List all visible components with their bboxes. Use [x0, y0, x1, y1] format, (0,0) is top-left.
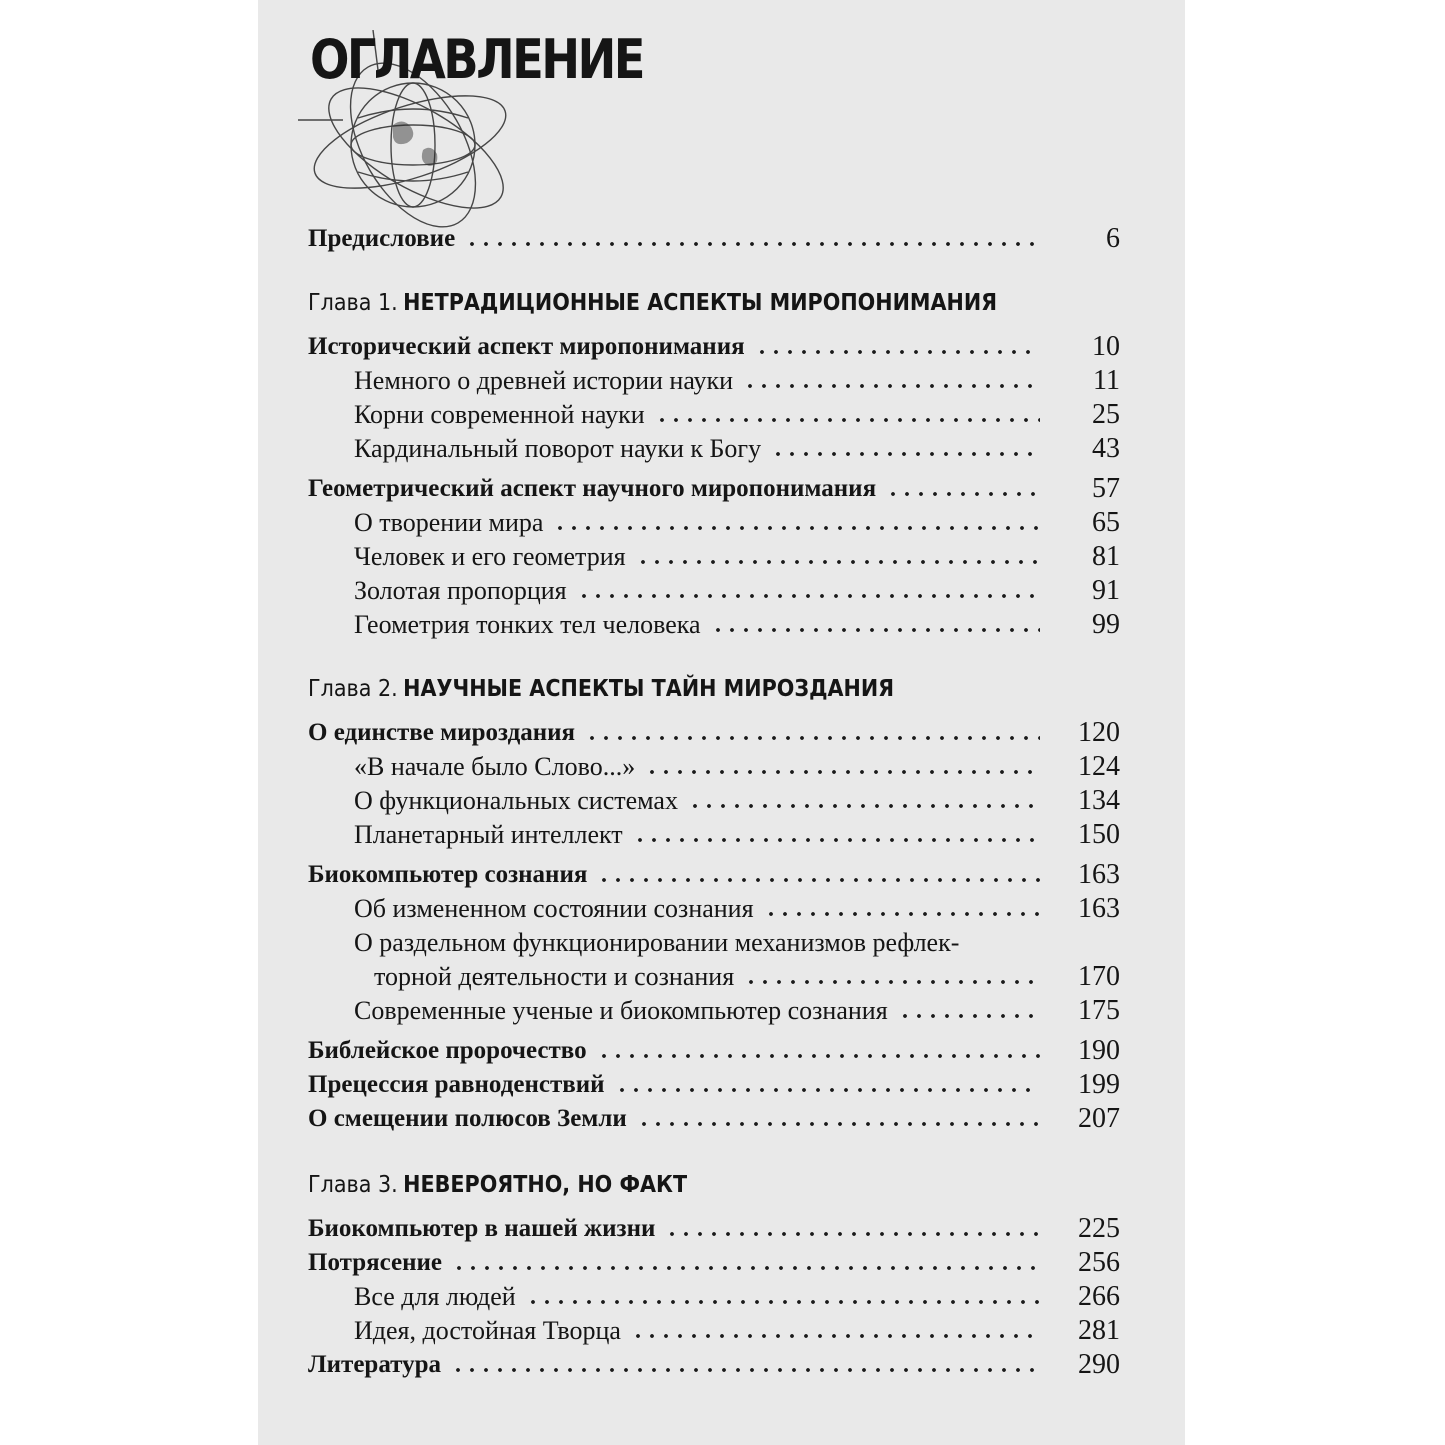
dot-leader [711, 627, 1040, 633]
toc-entry-foreword[interactable] [308, 222, 1120, 256]
toc-entry-label: Корни современной науки [354, 400, 645, 429]
toc-page-number: 170 [1078, 961, 1120, 992]
toc-page-number: 25 [1092, 399, 1120, 430]
toc-entry[interactable] [308, 1034, 1120, 1068]
toc-page-number: 256 [1078, 1247, 1120, 1278]
dot-leader [597, 877, 1040, 883]
toc-entry-label: Биокомпьютер в нашей жизни [308, 1215, 656, 1242]
toc-entry[interactable] [308, 750, 1120, 784]
toc-page-number: 225 [1078, 1213, 1120, 1244]
toc-page-number: 43 [1092, 433, 1120, 464]
toc-page-number: 11 [1093, 365, 1120, 396]
dot-leader [451, 1367, 1040, 1373]
dot-leader [645, 769, 1040, 775]
toc-entry-label: Биокомпьютер сознания [308, 861, 588, 888]
toc-entry[interactable] [308, 330, 1120, 364]
toc-entry[interactable] [308, 472, 1120, 506]
dot-leader [452, 1265, 1040, 1271]
toc-page-number: 91 [1092, 575, 1120, 606]
dot-leader [577, 593, 1040, 599]
dot-leader [465, 241, 1040, 247]
toc-page-number: 175 [1078, 995, 1120, 1026]
toc-entry[interactable] [308, 1068, 1120, 1102]
toc-entry-label: «В начале было Слово...» [354, 752, 636, 781]
dot-leader [631, 1333, 1040, 1339]
chapter-prefix: Глава 2. [308, 676, 398, 702]
chapter-prefix: Глава 1. [308, 290, 398, 316]
toc-entry[interactable] [308, 506, 1120, 540]
toc-page-number: 199 [1078, 1069, 1120, 1100]
toc-entry-label: Немного о древней истории науки [354, 366, 734, 395]
toc-page-number: 290 [1078, 1349, 1120, 1380]
toc-entry[interactable] [308, 1314, 1120, 1348]
dot-leader [665, 1231, 1040, 1237]
toc-page-number: 6 [1106, 223, 1120, 254]
toc-entry-label: Геометрический аспект научного миропонимания [308, 475, 877, 502]
chapter-2-heading [308, 672, 1039, 706]
toc-entry[interactable] [308, 994, 1120, 1028]
dot-leader [688, 803, 1040, 809]
toc-entry-line1[interactable] [308, 926, 1120, 960]
toc-entry-label: Современные ученые и биокомпьютер сознания [354, 996, 888, 1025]
toc-entry-line2[interactable] [308, 960, 1120, 994]
toc-entry-label: Об измененном состоянии сознания [354, 894, 754, 923]
toc-entry[interactable] [308, 574, 1120, 608]
toc-page-number: 120 [1078, 717, 1120, 748]
toc-page-number: 266 [1078, 1281, 1120, 1312]
dot-leader [655, 417, 1040, 423]
toc-page-number: 163 [1078, 859, 1120, 890]
toc-entry-label: Человек и его геометрия [354, 542, 626, 571]
toc-page-number: 10 [1092, 331, 1120, 362]
toc-page-number: 99 [1092, 609, 1120, 640]
toc-page-number: 150 [1078, 819, 1120, 850]
chapter-name: НЕТРАДИЦИОННЫЕ АСПЕКТЫ МИРОПОНИМАНИЯ [403, 290, 998, 316]
toc-entry-label: Планетарный интеллект [354, 820, 623, 849]
page-title: ОГЛАВЛЕНИЕ [310, 28, 643, 91]
chapter-name: НЕВЕРОЯТНО, НО ФАКТ [403, 1172, 688, 1198]
toc-page-number: 57 [1092, 473, 1120, 504]
dot-leader [755, 349, 1040, 355]
toc-entry-literature[interactable] [308, 1348, 1120, 1382]
toc-entry-label: Геометрия тонких тел человека [354, 610, 701, 639]
toc-entry[interactable] [308, 1212, 1120, 1246]
toc-entry-label: Библейское пророчество [308, 1037, 587, 1064]
toc-entry[interactable] [308, 1246, 1120, 1280]
toc-entry[interactable] [308, 784, 1120, 818]
toc-entry-label: Прецессия равноденствий [308, 1071, 605, 1098]
toc-page-number: 81 [1092, 541, 1120, 572]
chapter-prefix: Глава 3. [308, 1172, 398, 1198]
toc-entry[interactable] [308, 398, 1120, 432]
toc-entry-label: О творении мира [354, 508, 544, 537]
toc-entry-label: Кардинальный поворот науки к Богу [354, 434, 762, 463]
toc-entry-label: Золотая пропорция [354, 576, 567, 605]
chapter-name: НАУЧНЫЕ АСПЕКТЫ ТАЙН МИРОЗДАНИЯ [403, 676, 895, 702]
toc-entry-label: Потрясение [308, 1249, 443, 1276]
toc-entry-label: О единстве мироздания [308, 719, 576, 746]
dot-leader [585, 735, 1040, 741]
toc-entry[interactable] [308, 818, 1120, 852]
dot-leader [886, 491, 1040, 497]
dot-leader [615, 1087, 1040, 1093]
toc-entry-label: торной деятельности и сознания [374, 962, 735, 991]
toc-entry-label: О раздельном функционировании механизмов рефлек- [354, 928, 960, 957]
toc-entry[interactable] [308, 716, 1120, 750]
toc-entry[interactable] [308, 858, 1120, 892]
dot-leader [771, 451, 1040, 457]
toc-entry[interactable] [308, 432, 1120, 466]
toc-entry-label: Предисловие [308, 225, 456, 252]
dot-leader [743, 383, 1040, 389]
dot-leader [636, 559, 1040, 565]
dot-leader [633, 837, 1040, 843]
toc-entry[interactable] [308, 608, 1120, 642]
toc-page-number: 207 [1078, 1103, 1120, 1134]
toc-entry[interactable] [308, 540, 1120, 574]
toc-page-number: 281 [1078, 1315, 1120, 1346]
toc-entry[interactable] [308, 892, 1120, 926]
toc-entry-label: Идея, достойная Творца [354, 1316, 621, 1345]
toc-page-number: 65 [1092, 507, 1120, 538]
toc-entry-label: Литература [308, 1351, 442, 1378]
dot-leader [744, 979, 1040, 985]
toc-entry[interactable] [308, 364, 1120, 398]
dot-leader [553, 525, 1040, 531]
chapter-3-heading [308, 1168, 1039, 1202]
book-page [258, 0, 1185, 1445]
toc-entry[interactable] [308, 1102, 1120, 1136]
dot-leader [637, 1121, 1040, 1127]
dot-leader [597, 1053, 1040, 1059]
toc-entry-label: О смещении полюсов Земли [308, 1105, 627, 1132]
toc-entry-label: О функциональных системах [354, 786, 678, 815]
toc-entry[interactable] [308, 1280, 1120, 1314]
table-of-contents [308, 222, 1120, 1382]
toc-page-number: 124 [1078, 751, 1120, 782]
dot-leader [898, 1013, 1040, 1019]
toc-page-number: 190 [1078, 1035, 1120, 1066]
dot-leader [764, 911, 1040, 917]
toc-entry-label: Все для людей [354, 1282, 516, 1311]
toc-entry-label: Исторический аспект миропонимания [308, 333, 745, 360]
dot-leader [526, 1299, 1040, 1305]
chapter-1-heading [308, 286, 1039, 320]
toc-page-number: 163 [1078, 893, 1120, 924]
toc-page-number: 134 [1078, 785, 1120, 816]
